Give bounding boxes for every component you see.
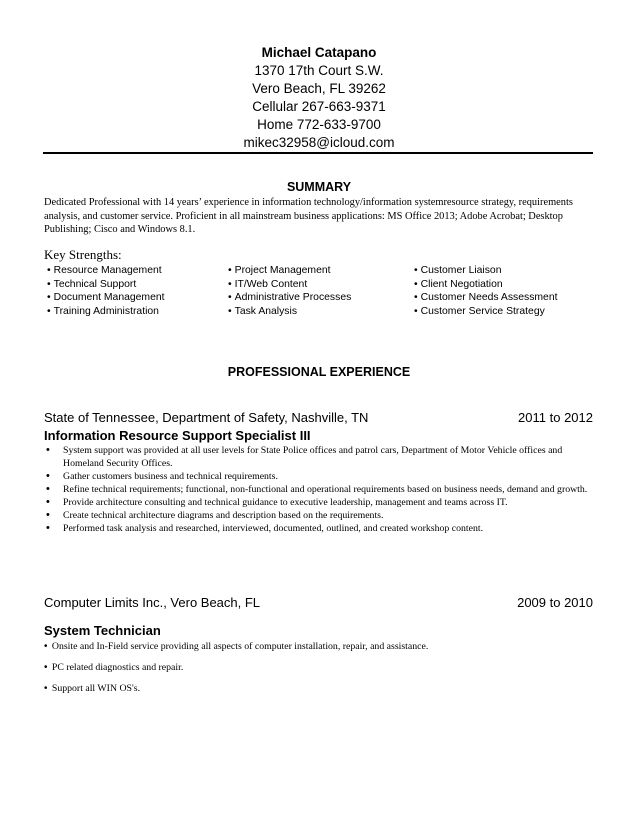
list-item: • Onsite and In-Field service providing all aspects of computer installation, repair, and assistance.: [44, 641, 429, 652]
list-item: • System support was provided at all user levels for State Police offices and patrol cars, Department of Motor Vehicle offices and Homeland Security Offices.: [46, 444, 563, 469]
key-strength-item: • Task Analysis: [228, 305, 351, 319]
job-years: 2009 to 2010: [517, 595, 593, 610]
list-item: • Support all WIN OS's.: [44, 683, 141, 694]
contact-address: 1370 17th Court S.W.: [254, 63, 384, 78]
job-duties-list: [44, 444, 596, 535]
job-title: Information Resource Support Specialist III: [44, 428, 311, 443]
job-company: State of Tennessee, Department of Safety, Nashville, TN: [44, 410, 369, 425]
bullet-icon: •: [46, 483, 50, 495]
key-strengths-column-1: [47, 264, 165, 318]
bullet-icon: •: [44, 641, 48, 652]
key-strength-item: • IT/Web Content: [228, 278, 351, 292]
job-title: System Technician: [44, 623, 161, 638]
bullet-icon: •: [46, 509, 50, 521]
list-item: • Create technical architecture diagrams and description based on the requirements.: [46, 509, 384, 521]
bullet-icon: •: [46, 496, 50, 508]
bullet-icon: •: [46, 444, 50, 456]
job-duties-list: [44, 640, 596, 703]
contact-header: [0, 44, 638, 152]
list-item: • PC related diagnostics and repair.: [44, 662, 184, 673]
job-company: Computer Limits Inc., Vero Beach, FL: [44, 595, 261, 610]
experience-heading: PROFESSIONAL EXPERIENCE: [227, 365, 411, 379]
bullet-icon: •: [44, 662, 48, 673]
key-strength-item: • Customer Liaison: [414, 264, 558, 278]
contact-email: mikec32958@icloud.com: [243, 135, 395, 150]
list-item: • Performed task analysis and researched, interviewed, documented, outlined, and created workshop content.: [46, 522, 484, 534]
contact-city: Vero Beach, FL 39262: [252, 81, 386, 96]
bullet-icon: •: [44, 683, 48, 694]
list-item: • Refine technical requirements; functional, non-functional and operational requirements based on business needs, demand and growth.: [46, 483, 588, 495]
bullet-icon: •: [46, 522, 50, 534]
key-strength-item: • Technical Support: [47, 278, 165, 292]
list-item: • Provide architecture consulting and technical guidance to executive leadership, management and teams across IT.: [46, 496, 508, 508]
key-strength-item: • Document Management: [47, 291, 165, 305]
key-strength-item: • Project Management: [228, 264, 351, 278]
header-divider: [43, 152, 593, 154]
key-strength-item: • Training Administration: [47, 305, 165, 319]
key-strengths-heading: Key Strengths:: [44, 247, 122, 262]
summary-text: Dedicated Professional with 14 years’ experience in information technology/information systemresource strategy, requirements analysis, and customer service. Proficient in all mainstream business applications: MS Office 2013; Adobe Acrobat; Desktop Publishing; Cisco and Windows 8.1.: [44, 197, 573, 235]
key-strength-item: • Customer Service Strategy: [414, 305, 558, 319]
contact-cellular: Cellular 267-663-9371: [252, 99, 386, 114]
job-years: 2011 to 2012: [518, 410, 593, 425]
key-strengths-column-3: [414, 264, 558, 318]
key-strength-item: • Customer Needs Assessment: [414, 291, 558, 305]
contact-home: Home 772-633-9700: [257, 117, 381, 132]
key-strength-item: • Resource Management: [47, 264, 165, 278]
key-strength-item: • Client Negotiation: [414, 278, 558, 292]
key-strengths-column-2: [228, 264, 351, 318]
key-strength-item: • Administrative Processes: [228, 291, 351, 305]
bullet-icon: •: [46, 470, 50, 482]
summary-heading: SUMMARY: [286, 180, 352, 194]
list-item: • Gather customers business and technical requirements.: [46, 470, 278, 482]
contact-name: Michael Catapano: [261, 45, 377, 60]
